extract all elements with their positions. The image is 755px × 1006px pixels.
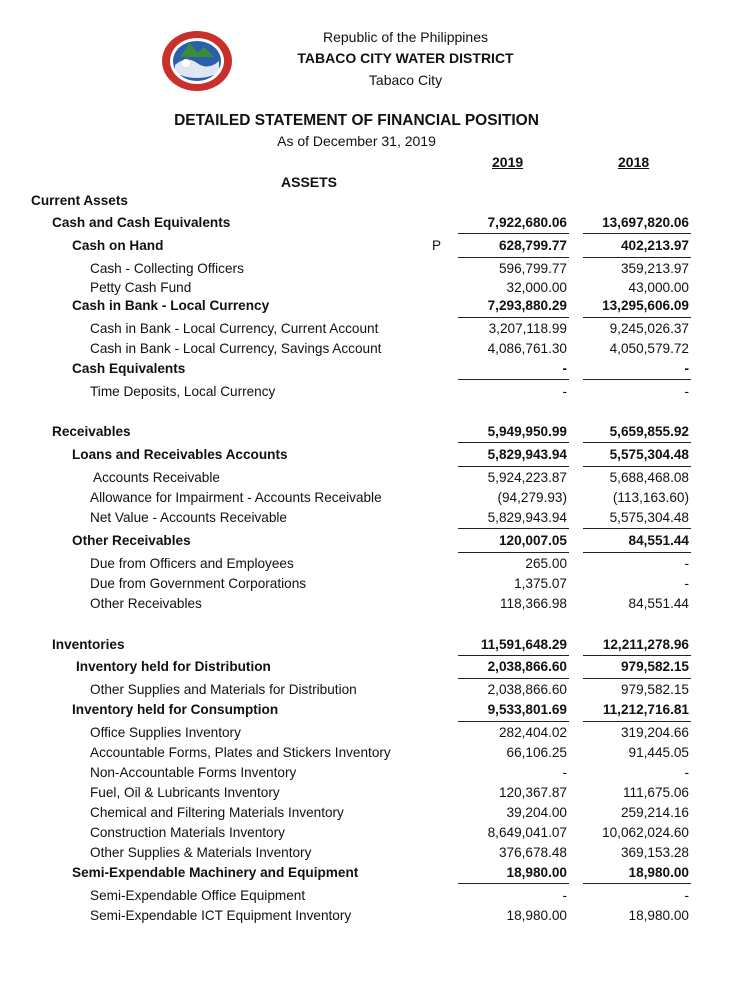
rule-line [583, 655, 691, 656]
value-2018: 5,575,304.48 [609, 447, 689, 462]
value-2019: 7,922,680.06 [487, 215, 567, 230]
value-2018: 10,062,024.60 [602, 825, 689, 840]
row-label: Cash in Bank - Local Currency [72, 298, 270, 313]
row-label: Net Value - Accounts Receivable [90, 510, 287, 525]
table-row [0, 382, 755, 402]
value-2018: - [684, 765, 689, 780]
value-2019: 5,829,943.94 [487, 447, 567, 462]
value-2019: 2,038,866.60 [487, 659, 567, 674]
table-row [0, 823, 755, 843]
table-row [0, 657, 755, 677]
row-label: Due from Officers and Employees [90, 556, 294, 571]
value-2019: 120,367.87 [498, 785, 567, 800]
value-2019: 628,799.77 [498, 238, 567, 253]
table-row [0, 863, 755, 883]
rule-line [583, 379, 691, 380]
value-2019: 120,007.05 [498, 533, 567, 548]
value-2018: 359,213.97 [620, 261, 689, 276]
value-2018: 402,213.97 [620, 238, 689, 253]
value-2019: 5,829,943.94 [487, 510, 567, 525]
table-row [0, 213, 755, 233]
row-label: Accountable Forms, Plates and Stickers Inventory [90, 745, 391, 760]
table-row [0, 594, 755, 614]
table-row [0, 422, 755, 442]
row-label: Inventory held for Distribution [76, 659, 271, 674]
row-label: Non-Accountable Forms Inventory [90, 765, 297, 780]
value-2018: 18,980.00 [628, 908, 689, 923]
rule-line [583, 257, 691, 258]
value-2018: 979,582.15 [620, 682, 689, 697]
value-2019: 7,293,880.29 [487, 298, 567, 313]
row-label: Semi-Expendable Office Equipment [90, 888, 306, 903]
row-label: Cash in Bank - Local Currency, Current Account [90, 321, 379, 336]
value-2018: 369,153.28 [620, 845, 689, 860]
table-row [0, 743, 755, 763]
value-2019: - [562, 888, 567, 903]
table-row [0, 191, 755, 211]
table-row [0, 445, 755, 465]
row-label: Office Supplies Inventory [90, 725, 241, 740]
document-title: DETAILED STATEMENT OF FINANCIAL POSITION [174, 112, 539, 129]
value-2018: - [684, 556, 689, 571]
rule-line [583, 317, 691, 318]
value-2019: 3,207,118.99 [488, 321, 567, 336]
row-label: Inventories [52, 637, 125, 652]
row-label: Due from Government Corporations [90, 576, 307, 591]
row-label: Other Supplies & Materials Inventory [90, 845, 312, 860]
rule-line [458, 379, 569, 380]
row-label: Semi-Expendable Machinery and Equipment [72, 865, 359, 880]
rule-line [458, 466, 569, 467]
value-2019: 265.00 [525, 556, 567, 571]
value-2018: 18,980.00 [628, 865, 689, 880]
value-2019: - [562, 765, 567, 780]
table-row [0, 359, 755, 379]
value-2019: 11,591,648.29 [480, 637, 567, 652]
table-row [0, 680, 755, 700]
value-2019: 8,649,041.07 [487, 825, 567, 840]
value-2019: 282,404.02 [498, 725, 567, 740]
document-date: As of December 31, 2019 [277, 133, 436, 149]
rule-line [583, 528, 691, 529]
row-label: Other Receivables [90, 596, 202, 611]
value-2019: 5,924,223.87 [487, 470, 567, 485]
value-2018: 12,211,278.96 [602, 637, 689, 652]
table-row [0, 906, 755, 926]
value-2019: - [562, 361, 567, 376]
row-label: Cash Equivalents [72, 361, 186, 376]
value-2019: - [562, 384, 567, 399]
rule-line [583, 466, 691, 467]
value-2019: 18,980.00 [506, 908, 567, 923]
table-row [0, 635, 755, 655]
rule-line [458, 317, 569, 318]
rule-line [458, 552, 569, 553]
value-2019: 596,799.77 [498, 261, 567, 276]
row-label: Other Supplies and Materials for Distribution [90, 682, 357, 697]
rule-line [583, 442, 691, 443]
row-label: Current Assets [31, 193, 128, 208]
table-row [0, 296, 755, 316]
table-row [0, 531, 755, 551]
value-2019: (94,279.93) [497, 490, 567, 505]
rule-line [583, 883, 691, 884]
table-row [0, 508, 755, 528]
value-2019: 4,086,761.30 [487, 341, 567, 356]
value-2018: 319,204.66 [620, 725, 689, 740]
rule-line [458, 257, 569, 258]
value-2019: 18,980.00 [506, 865, 567, 880]
table-row [0, 886, 755, 906]
value-2018: 43,000.00 [628, 280, 689, 295]
value-2019: 5,949,950.99 [487, 424, 567, 439]
table-row [0, 319, 755, 339]
value-2018: - [684, 888, 689, 903]
row-label: Cash in Bank - Local Currency, Savings Account [90, 341, 382, 356]
value-2018: - [684, 361, 689, 376]
rule-line [458, 233, 569, 234]
value-2019: 2,038,866.60 [487, 682, 567, 697]
header-city: Tabaco City [368, 72, 443, 88]
value-2019: 118,366.98 [499, 596, 567, 611]
row-label: Loans and Receivables Accounts [72, 447, 288, 462]
rule-line [458, 883, 569, 884]
value-2018: - [684, 384, 689, 399]
row-label: Time Deposits, Local Currency [90, 384, 276, 399]
header-agency: TABACO CITY WATER DISTRICT [297, 50, 514, 66]
value-2018: 259,214.16 [620, 805, 689, 820]
value-2019: 66,106.25 [506, 745, 567, 760]
value-2019: 1,375.07 [514, 576, 567, 591]
value-2019: 9,533,801.69 [487, 702, 567, 717]
rule-line [458, 442, 569, 443]
rule-line [583, 678, 691, 679]
table-row [0, 763, 755, 783]
peso-sign: P [432, 238, 442, 253]
table-row [0, 278, 755, 298]
rule-line [583, 233, 691, 234]
value-2019: 32,000.00 [506, 280, 567, 295]
row-label: Receivables [52, 424, 131, 439]
value-2019: 39,204.00 [506, 805, 567, 820]
row-label: Cash on Hand [72, 238, 164, 253]
value-2018: 13,295,606.09 [602, 298, 689, 313]
table-row [0, 723, 755, 743]
value-2018: 91,445.05 [628, 745, 689, 760]
table-row [0, 574, 755, 594]
column-header-2018: 2018 [618, 154, 650, 170]
value-2018: 4,050,579.72 [609, 341, 689, 356]
row-label: Semi-Expendable ICT Equipment Inventory [90, 908, 352, 923]
table-row [0, 468, 755, 488]
rule-line [458, 678, 569, 679]
value-2018: 5,688,468.08 [609, 470, 689, 485]
table-row [0, 783, 755, 803]
value-2018: 9,245,026.37 [609, 321, 689, 336]
row-label: Chemical and Filtering Materials Inventory [90, 805, 344, 820]
row-label: Accounts Receivable [93, 470, 220, 485]
rule-line [458, 655, 569, 656]
value-2018: 13,697,820.06 [602, 215, 689, 230]
value-2018: 5,659,855.92 [609, 424, 689, 439]
row-label: Construction Materials Inventory [90, 825, 285, 840]
row-label: Other Receivables [72, 533, 191, 548]
table-row [0, 236, 755, 256]
table-row [0, 843, 755, 863]
rule-line [458, 721, 569, 722]
value-2018: 11,212,716.81 [602, 702, 689, 717]
row-label: Cash and Cash Equivalents [52, 215, 231, 230]
value-2018: 84,551.44 [628, 596, 689, 611]
row-label: Petty Cash Fund [90, 280, 192, 295]
value-2019: 376,678.48 [498, 845, 567, 860]
value-2018: 84,551.44 [628, 533, 689, 548]
table-row [0, 339, 755, 359]
table-row [0, 700, 755, 720]
table-row [0, 488, 755, 508]
column-header-2019: 2019 [492, 154, 524, 170]
value-2018: 111,675.06 [622, 785, 689, 800]
value-2018: 979,582.15 [620, 659, 689, 674]
rule-line [458, 528, 569, 529]
value-2018: 5,575,304.48 [609, 510, 689, 525]
value-2018: - [684, 576, 689, 591]
table-row [0, 554, 755, 574]
row-label: Cash - Collecting Officers [90, 261, 244, 276]
table-row [0, 259, 755, 279]
rule-line [583, 721, 691, 722]
row-label: Fuel, Oil & Lubricants Inventory [90, 785, 280, 800]
header-republic: Republic of the Philippines [323, 29, 488, 45]
row-label: Inventory held for Consumption [72, 702, 279, 717]
section-heading-assets: ASSETS [281, 174, 338, 190]
rule-line [583, 552, 691, 553]
row-label: Allowance for Impairment - Accounts Receivable [90, 490, 382, 505]
value-2018: (113,163.60) [612, 490, 689, 505]
table-row [0, 803, 755, 823]
